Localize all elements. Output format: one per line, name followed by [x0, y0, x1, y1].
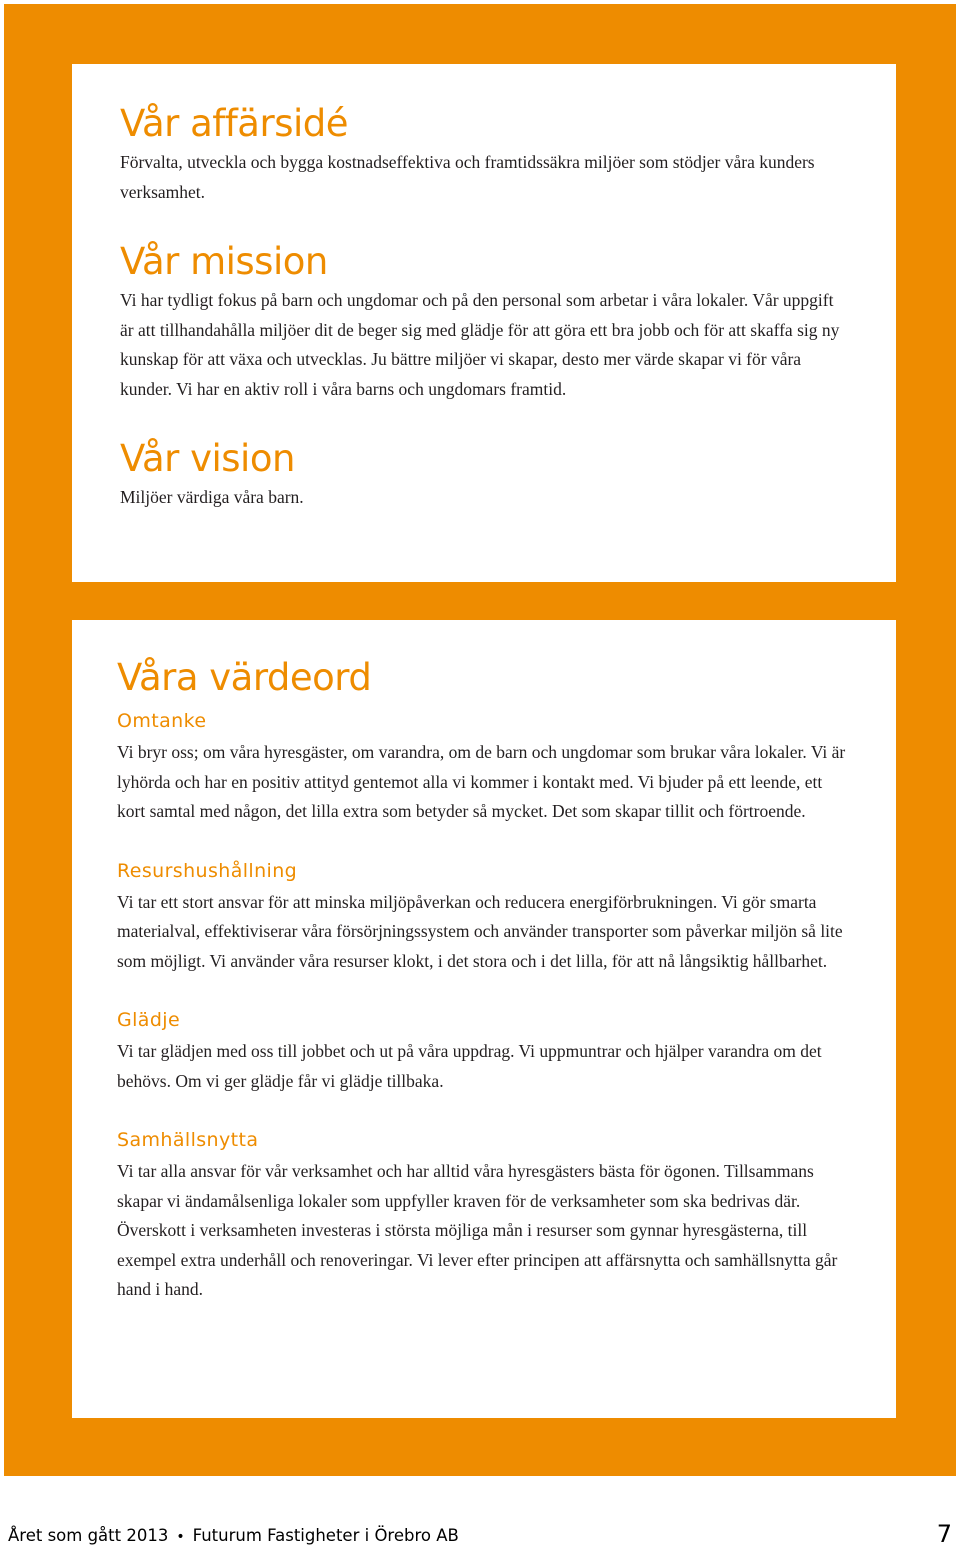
page-number: 7: [936, 1520, 952, 1548]
footer-company: Futurum Fastigheter i Örebro AB: [192, 1526, 459, 1545]
values-box: [72, 620, 896, 1418]
footer-report: Året som gått 2013: [8, 1526, 169, 1545]
intro-box: [72, 64, 896, 582]
value-title-samhallsnytta: Samhällsnytta: [117, 1129, 259, 1151]
value-text-omtanke: Vi bryr oss; om våra hyresgäster, om varandra, om de barn och ungdomar som brukar våra lokaler. Vi är lyhörda och har en positiv attityd gentemot alla vi kommer i kontakt med. Vi bjuder på ett leende, ett kort samtal med någon, det lilla extra som betyder så mycket. Det som skapar tillit och förtroende.: [117, 742, 846, 821]
values-heading: Våra värdeord: [117, 656, 372, 699]
value-title-omtanke: Omtanke: [117, 710, 207, 732]
mission-text: Vi har tydligt fokus på barn och ungdomar och på den personal som arbetar i våra lokaler. Vår uppgift är att tillhandahålla miljöer dit de beger sig med glädje för att göra ett bra jobb och för att skaffa sig ny kunskap för att växa och utvecklas. Ju bättre miljöer vi skapar, desto mer värde skapar vi för våra kunder. Vi har en aktiv roll i våra barns och ungdomars framtid.: [120, 290, 840, 399]
affarside-text: Förvalta, utveckla och bygga kostnadseffektiva och framtidssäkra miljöer som stödjer våra kunders verksamhet.: [120, 152, 815, 202]
value-title-resurshushallning: Resurshushållning: [117, 859, 298, 882]
vision-text: Miljöer värdiga våra barn.: [120, 487, 304, 507]
value-title-gladje: Glädje: [117, 1009, 181, 1031]
vision-heading: Vår vision: [120, 437, 295, 480]
page-footer: [8, 1522, 952, 1552]
affarside-heading: Vår affärsidé: [120, 102, 349, 145]
footer-caption: [8, 1526, 459, 1545]
value-text-gladje: Vi tar glädjen med oss till jobbet och ut på våra uppdrag. Vi uppmuntrar och hjälper varandra om det behövs. Om vi ger glädje får vi glädje tillbaka.: [117, 1041, 822, 1091]
value-text-samhallsnytta: Vi tar alla ansvar för vår verksamhet och har alltid våra hyresgästers bästa för ögonen. Tillsammans skapar vi ändamålsenliga lokaler som uppfyller kraven för de verksamheter som ska bedrivas där. Överskott i verksamheten investeras i största möjliga mån i resurser som gynnar hyresgästerna, till exempel extra underhåll och renoveringar. Vi lever efter principen att affärsnytta och samhällsnytta går hand i hand.: [117, 1161, 838, 1299]
value-text-resurshushallning: Vi tar ett stort ansvar för att minska miljöpåverkan och reducera energiförbrukningen. Vi gör smarta materialval, effektiviserar våra försörjningssystem och använder transporter som påverkar miljön så lite som möjligt. Vi använder våra resurser klokt, i det stora och i det lilla, för att nå långsiktig hållbarhet.: [117, 891, 843, 971]
mission-heading: Vår mission: [120, 240, 328, 283]
footer-separator: •: [176, 1529, 185, 1545]
